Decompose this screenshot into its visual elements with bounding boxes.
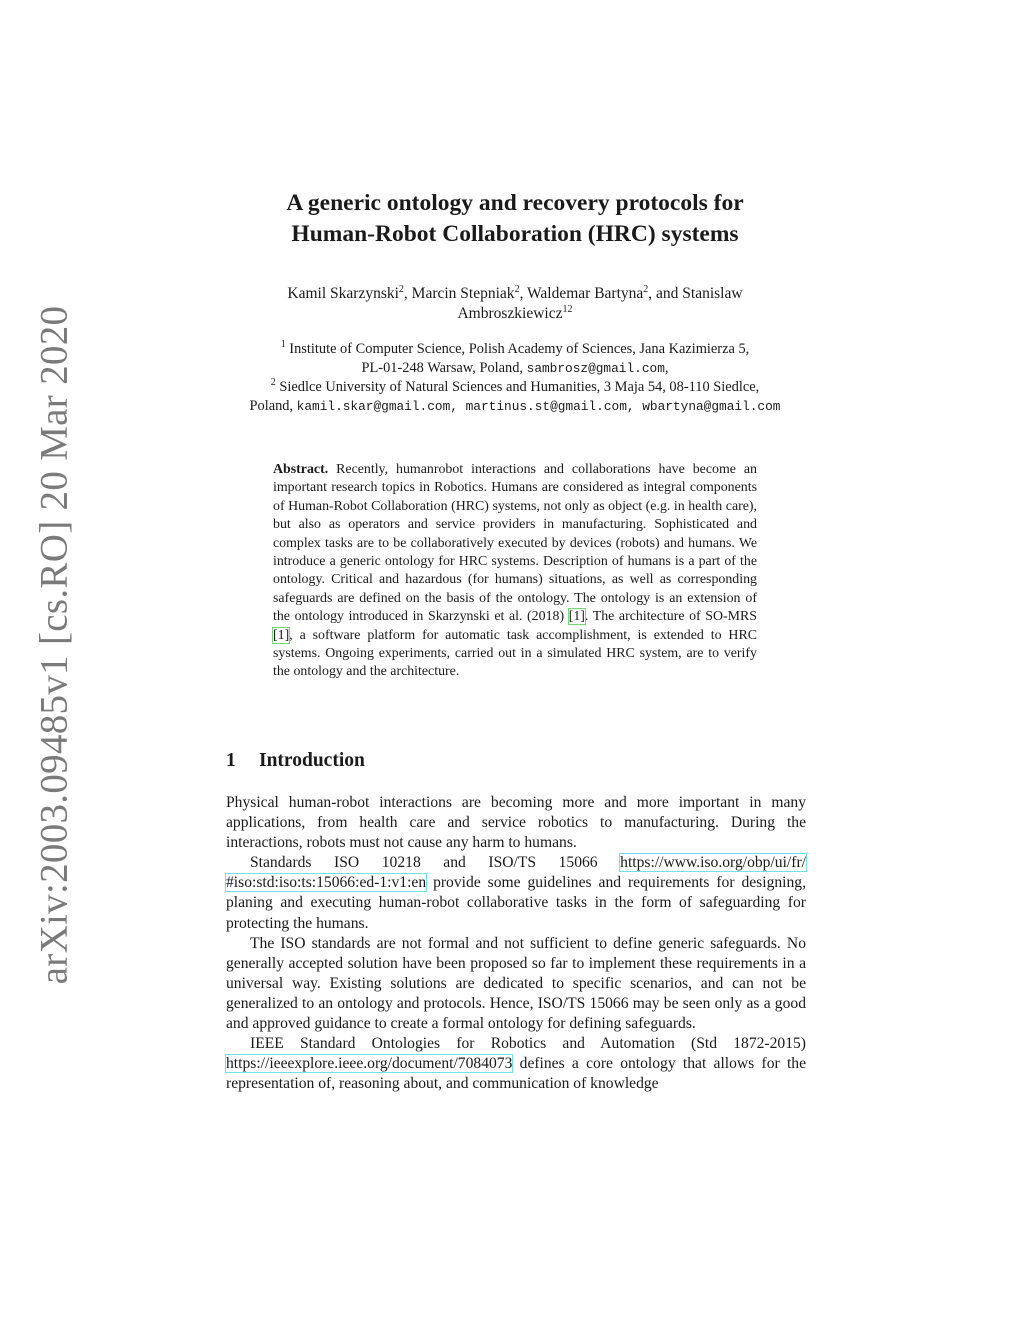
- section-number: 1: [226, 750, 236, 771]
- paragraph: Standards ISO 10218 and ISO/TS 15066 https://www.iso.org/obp/ui/fr/ #iso:std:iso:ts:15066:ed-1:v1:en provide some guidelines and requirements for designing, planing and executing human-robot collaborative tasks in the form of safeguarding for protecting the humans.: [226, 854, 806, 932]
- paper-title: [210, 188, 820, 250]
- author-list: [210, 284, 820, 324]
- affiliation-1: $^1$ Institute of Computer Science, Polish Academy of Sciences, Jana Kazimierza 5,: [280, 339, 750, 357]
- email-link[interactable]: sambrosz@gmail.com: [526, 360, 665, 376]
- email-links[interactable]: kamil.skar@gmail.com, martinus.st@gmail.com, wbartyna@gmail.com: [296, 398, 781, 414]
- affiliations: $^1$ Institute of Computer Science, Polish Academy of Sciences, Jana Kazimierza 5, PL-01-248 Warsaw, Poland, sambrosz@gmail.com, $^2$ Siedlce University of Natural Sciences and Humanities, 3 Maja 54, 08-110 Siedlce, Poland, kamil.skar@gmail.com, martinus.st@gmail.com, wbartyna@gmail.com: [200, 340, 830, 416]
- author-2: , Marcin Stepniak: [403, 285, 515, 302]
- body-text: [226, 793, 806, 1094]
- paragraph: IEEE Standard Ontologies for Robotics and Automation (Std 1872-2015) https://ieeexplore.ieee.org/document/7084073 defines a core ontology that allows for the representation of, reasoning about, and communication of knowledge: [226, 1035, 806, 1093]
- author-2-affil: 2: [514, 283, 520, 295]
- author-4-surname: Ambroszkiewicz: [457, 305, 563, 322]
- section-title: Introduction: [259, 750, 365, 771]
- citation-link[interactable]: [1]: [568, 609, 585, 625]
- arxiv-side-stamp: arXiv:2003.09485v1 [cs.RO] 20 Mar 2020: [32, 305, 76, 985]
- abstract-label: Abstract.: [273, 462, 329, 477]
- citation-link[interactable]: [1]: [273, 627, 290, 643]
- author-4-affil: 12: [562, 303, 573, 315]
- abstract: Abstract. Recently, humanrobot interactions and collaborations have become an important research topics in Robotics. Humans are considered as integral components of Human-Robot Collaboration (HRC) systems, not only as object (e.g. in health care), but also as operators and service providers in manufacturing. Sophisticated and complex tasks are to be collaboratively executed by devices (robots) and humans. We introduce a generic ontology for HRC systems. Description of humans is a part of the ontology. Critical and hazardous (for humans) situations, as well as corresponding safeguards are defined on the basis of the ontology. The ontology is an extension of the ontology introduced in Skarzynski et al. (2018) [1]. The architecture of SO-MRS [1], a software platform for automatic task accomplishment, is extended to HRC systems. Ongoing experiments, carried out in a simulated HRC system, are to verify the ontology and the architecture.: [273, 462, 757, 680]
- ieee-url-link[interactable]: https://ieeexplore.ieee.org/document/7084073: [226, 1055, 513, 1073]
- author-3: , Waldemar Bartyna: [519, 285, 644, 302]
- title-line-1: A generic ontology and recovery protocols for: [286, 190, 744, 216]
- author-3-affil: 2: [643, 283, 649, 295]
- paragraph: The ISO standards are not formal and not sufficient to define generic safeguards. No generally accepted solution have been proposed so far to implement these requirements in a universal way. Existing solutions are dedicated to specific scenarios, and can not be generalized to an ontology and protocols. Hence, ISO/TS 15066 may be seen only as a good and approved guidance to create a formal ontology for defining safeguards.: [226, 934, 806, 1033]
- author-1-affil: 2: [398, 283, 404, 295]
- author-1: Kamil Skarzynski: [287, 285, 399, 302]
- iso-url-link[interactable]: https://www.iso.org/obp/ui/fr/: [620, 854, 806, 872]
- affiliation-2: $^2$ Siedlce University of Natural Sciences and Humanities, 3 Maja 54, 08-110 Siedlce,: [270, 377, 760, 395]
- iso-url-link-cont[interactable]: #iso:std:iso:ts:15066:ed-1:v1:en: [226, 874, 427, 892]
- paragraph: Physical human-robot interactions are becoming more and more important in many applications, from health care and service robotics to manufacturing. During the interactions, robots must not cause any harm to humans.: [226, 794, 806, 852]
- title-line-2: Human-Robot Collaboration (HRC) systems: [291, 221, 739, 247]
- section-heading: [226, 750, 365, 772]
- author-4: , and Stanislaw: [648, 285, 743, 302]
